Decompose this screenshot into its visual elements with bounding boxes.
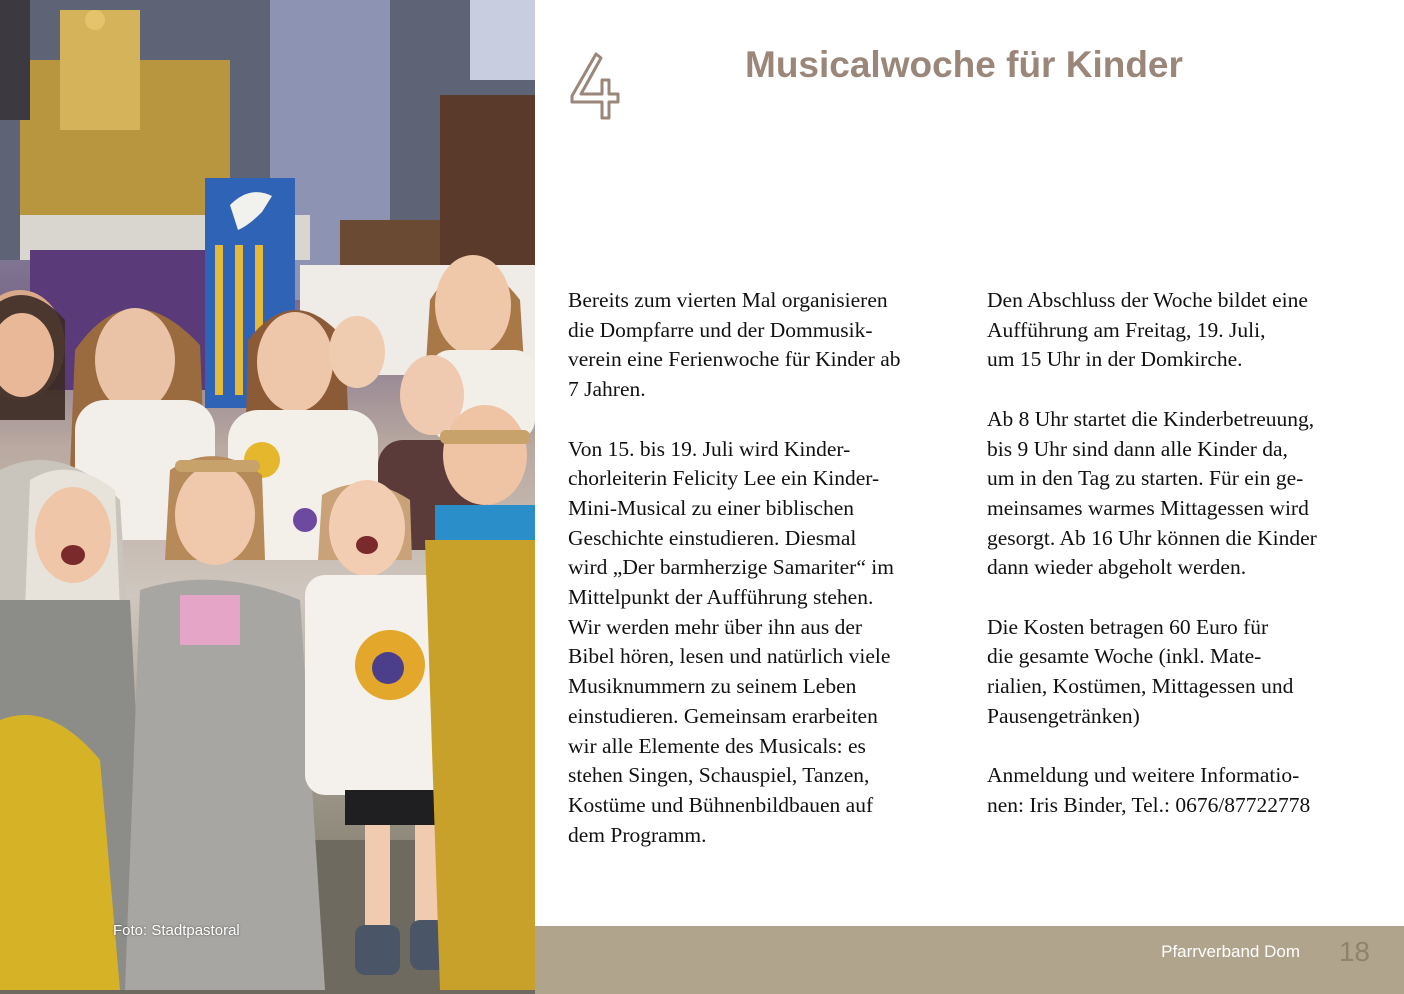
- section-number-4-icon: [566, 50, 622, 124]
- text-line: Anmeldung und weitere Informatio-: [987, 763, 1300, 788]
- paragraph: [987, 405, 1387, 583]
- footer-parish-name: Pfarrverband Dom: [1161, 942, 1300, 961]
- text-line: Bibel hören, lesen und natürlich viele: [568, 644, 891, 669]
- text-line: rialien, Kostümen, Mittagessen und: [987, 674, 1294, 699]
- text-line: meinsames warmes Mittagessen wird: [987, 495, 1309, 520]
- text-line: Die Kosten betragen 60 Euro für: [987, 614, 1269, 639]
- text-line: Geschichte einstudieren. Diesmal: [568, 525, 857, 550]
- text-column-right: [987, 286, 1387, 850]
- text-line: Musiknummern zu seinem Leben: [568, 674, 857, 699]
- text-line: wir alle Elemente des Musicals: es: [568, 733, 866, 758]
- text-line: die gesamte Woche (inkl. Mate-: [987, 644, 1262, 669]
- text-line: chorleiterin Felicity Lee ein Kinder-: [568, 466, 880, 491]
- group-photo: [0, 0, 535, 994]
- text-line: bis 9 Uhr sind dann alle Kinder da,: [987, 436, 1288, 461]
- page-title: Musicalwoche für Kinder: [745, 44, 1183, 85]
- text-line: nen: Iris Binder, Tel.: 0676/87722778: [987, 792, 1311, 817]
- text-line: um 15 Uhr in der Domkirche.: [987, 347, 1243, 372]
- text-line: wird „Der barmherzige Samariter“ im: [568, 555, 894, 580]
- text-line: verein eine Ferienwoche für Kinder ab: [568, 347, 901, 372]
- text-line: dem Programm.: [568, 822, 707, 847]
- paragraph: [568, 435, 963, 851]
- text-line: Mittelpunkt der Aufführung stehen.: [568, 585, 874, 610]
- page-number: 18: [1338, 936, 1370, 967]
- text-line: 7 Jahren.: [568, 377, 646, 402]
- text-line: Bereits zum vierten Mal organisieren: [568, 288, 888, 312]
- paragraph: [987, 286, 1387, 375]
- text-line: Kostüme und Bühnenbildbauen auf: [568, 792, 874, 817]
- text-line: Pausengetränken): [987, 703, 1140, 728]
- paragraph: [987, 613, 1387, 732]
- text-line: die Dompfarre und der Dommusik-: [568, 317, 873, 342]
- text-line: stehen Singen, Schauspiel, Tanzen,: [568, 763, 870, 788]
- text-line: Ab 8 Uhr startet die Kinderbetreuung,: [987, 406, 1315, 431]
- photo-credit: Foto: Stadtpastoral: [113, 922, 240, 939]
- text-line: Aufführung am Freitag, 19. Juli,: [987, 317, 1266, 342]
- text-column-left: [568, 286, 963, 880]
- footer-bar: [535, 926, 1404, 994]
- text-line: einstudieren. Gemeinsam erarbeiten: [568, 703, 878, 728]
- text-line: um in den Tag zu starten. Für ein ge-: [987, 466, 1304, 491]
- text-line: Von 15. bis 19. Juli wird Kinder-: [568, 436, 851, 461]
- text-line: Mini-Musical zu einer biblischen: [568, 495, 854, 520]
- text-line: dann wieder abgeholt werden.: [987, 555, 1247, 580]
- paragraph: [568, 286, 963, 405]
- text-line: Wir werden mehr über ihn aus der: [568, 614, 863, 639]
- paragraph: [987, 761, 1387, 820]
- text-line: Den Abschluss der Woche bildet eine: [987, 288, 1308, 312]
- text-line: gesorgt. Ab 16 Uhr können die Kinder: [987, 525, 1317, 550]
- photo-illustration: [0, 0, 535, 994]
